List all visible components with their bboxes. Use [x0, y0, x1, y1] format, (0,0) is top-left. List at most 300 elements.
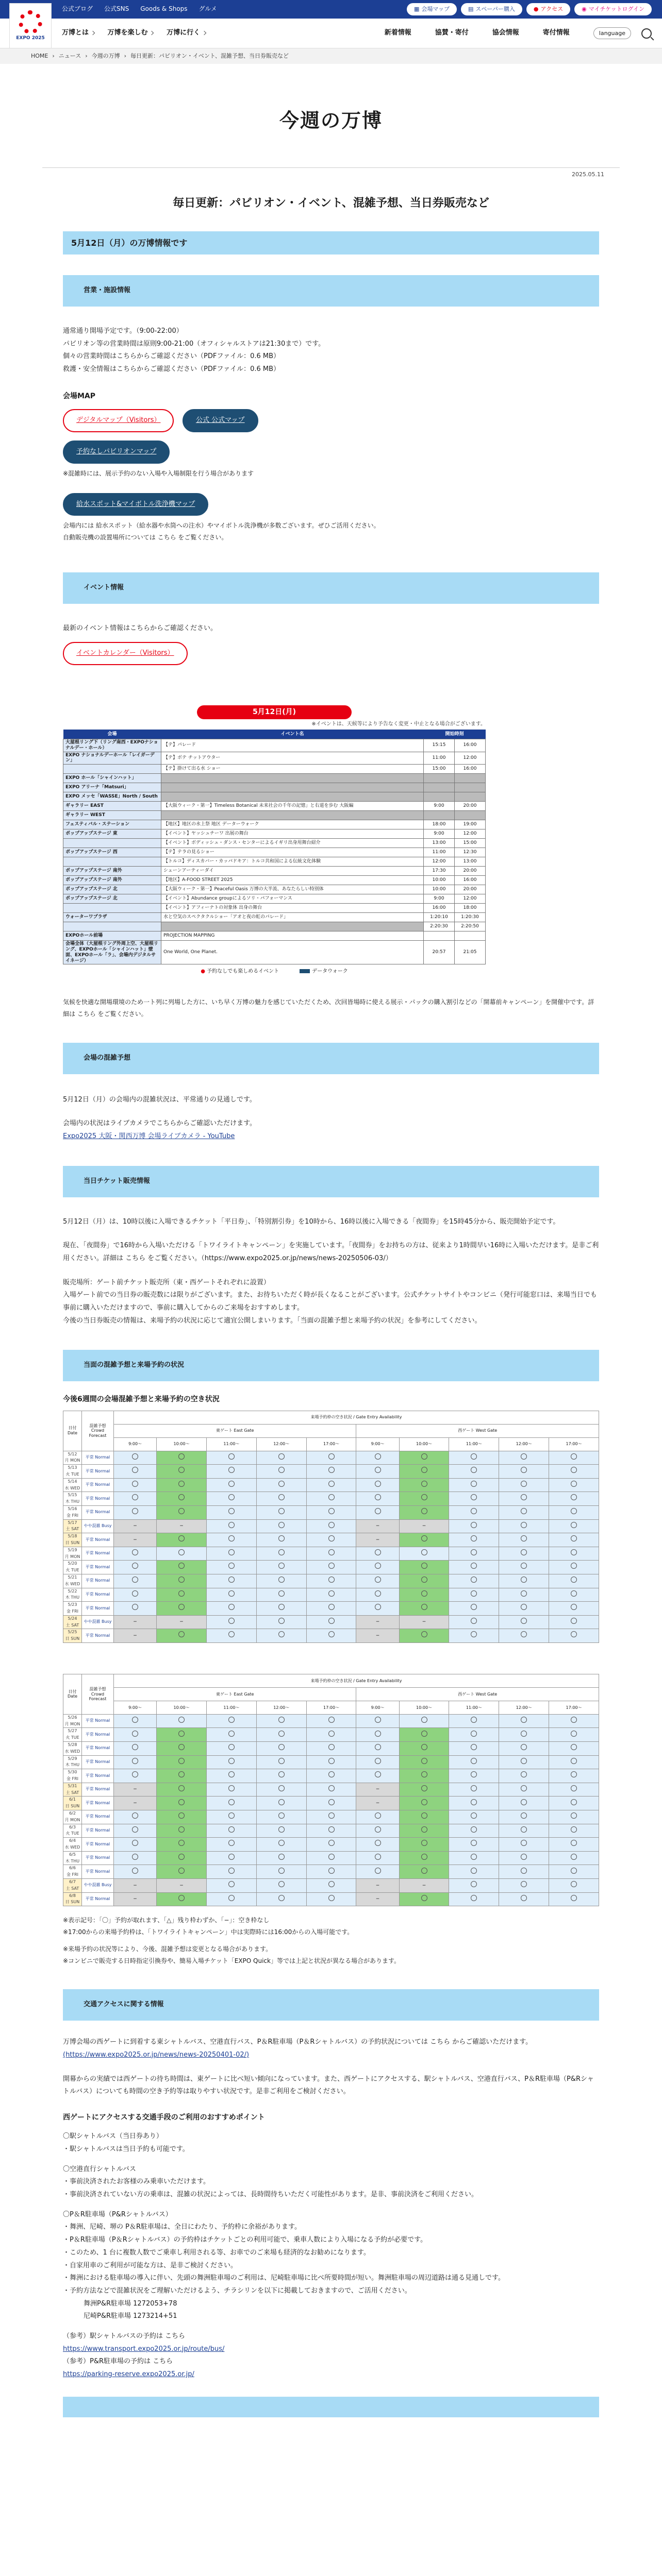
slot-cell[interactable]: [449, 1629, 499, 1643]
slot-cell[interactable]: [499, 1519, 549, 1533]
slot-cell[interactable]: [549, 1629, 599, 1643]
language-select[interactable]: language: [593, 27, 631, 40]
slot-cell[interactable]: [206, 1451, 256, 1465]
slot-cell[interactable]: −: [399, 1519, 449, 1533]
slot-cell[interactable]: [114, 1714, 157, 1728]
slot-cell[interactable]: [206, 1728, 256, 1742]
slot-cell[interactable]: [499, 1728, 549, 1742]
slot-cell[interactable]: [157, 1533, 207, 1547]
slot-cell[interactable]: [356, 1561, 399, 1574]
slot-cell[interactable]: [256, 1478, 306, 1492]
slot-cell[interactable]: [399, 1824, 449, 1838]
slot-cell[interactable]: [499, 1492, 549, 1506]
slot-cell[interactable]: [399, 1588, 449, 1602]
slot-cell[interactable]: −: [114, 1797, 157, 1810]
slot-cell[interactable]: [449, 1824, 499, 1838]
slot-cell[interactable]: [499, 1451, 549, 1465]
slot-cell[interactable]: [206, 1505, 256, 1519]
slot-cell[interactable]: [256, 1451, 306, 1465]
slot-cell[interactable]: [399, 1492, 449, 1506]
slot-cell[interactable]: [206, 1533, 256, 1547]
slot-cell[interactable]: [399, 1892, 449, 1906]
slot-cell[interactable]: [256, 1629, 306, 1643]
slot-cell[interactable]: [157, 1892, 207, 1906]
slot-cell[interactable]: −: [356, 1797, 399, 1810]
slot-cell[interactable]: [306, 1533, 356, 1547]
slot-cell[interactable]: [549, 1465, 599, 1479]
slot-cell[interactable]: [549, 1769, 599, 1783]
slot-cell[interactable]: [356, 1769, 399, 1783]
slot-cell[interactable]: [549, 1574, 599, 1588]
slot-cell[interactable]: [449, 1478, 499, 1492]
slot-cell[interactable]: [499, 1615, 549, 1629]
livecam-link[interactable]: Expo2025 大阪・関西万博 会場ライブカメラ - YouTube: [63, 1132, 235, 1141]
slot-cell[interactable]: [306, 1851, 356, 1865]
slot-cell[interactable]: [306, 1892, 356, 1906]
slot-cell[interactable]: [356, 1451, 399, 1465]
slot-cell[interactable]: [399, 1547, 449, 1561]
slot-cell[interactable]: [256, 1728, 306, 1742]
slot-cell[interactable]: [256, 1769, 306, 1783]
slot-cell[interactable]: [114, 1742, 157, 1756]
slot-cell[interactable]: [499, 1783, 549, 1797]
slot-cell[interactable]: [399, 1755, 449, 1769]
slot-cell[interactable]: [499, 1561, 549, 1574]
slot-cell[interactable]: [449, 1451, 499, 1465]
water-map-button[interactable]: 給水スポット&マイボトル洗浄機マップ: [63, 493, 208, 516]
slot-cell[interactable]: [356, 1547, 399, 1561]
slot-cell[interactable]: [114, 1755, 157, 1769]
slot-cell[interactable]: [256, 1465, 306, 1479]
top-link-sns[interactable]: 公式SNS: [104, 5, 129, 13]
slot-cell[interactable]: −: [399, 1615, 449, 1629]
pill-purchase[interactable]: ▤ スペーパー購入: [461, 3, 522, 15]
slot-cell[interactable]: [206, 1547, 256, 1561]
top-link-gourmet[interactable]: グルメ: [198, 5, 217, 13]
slot-cell[interactable]: [157, 1602, 207, 1616]
slot-cell[interactable]: [306, 1838, 356, 1852]
slot-cell[interactable]: [399, 1714, 449, 1728]
slot-cell[interactable]: [399, 1865, 449, 1879]
breadcrumb-home[interactable]: HOME: [31, 53, 48, 60]
traffic-link-1[interactable]: (https://www.expo2025.or.jp/news/news-20250401-02/): [63, 2050, 250, 2059]
slot-cell[interactable]: [306, 1742, 356, 1756]
slot-cell[interactable]: [549, 1810, 599, 1824]
slot-cell[interactable]: [256, 1838, 306, 1852]
slot-cell[interactable]: [157, 1769, 207, 1783]
slot-cell[interactable]: [114, 1602, 157, 1616]
slot-cell[interactable]: [499, 1478, 549, 1492]
slot-cell[interactable]: [114, 1769, 157, 1783]
slot-cell[interactable]: [356, 1714, 399, 1728]
slot-cell[interactable]: [306, 1547, 356, 1561]
expo-logo[interactable]: [9, 3, 52, 48]
slot-cell[interactable]: [499, 1838, 549, 1852]
slot-cell[interactable]: −: [356, 1783, 399, 1797]
slot-cell[interactable]: [449, 1879, 499, 1893]
slot-cell[interactable]: [306, 1588, 356, 1602]
slot-cell[interactable]: [206, 1492, 256, 1506]
slot-cell[interactable]: [449, 1714, 499, 1728]
no-reserve-map-button[interactable]: 予約なしパビリオンマップ: [63, 440, 170, 464]
slot-cell[interactable]: [549, 1838, 599, 1852]
slot-cell[interactable]: [206, 1519, 256, 1533]
tickets-p2[interactable]: 現在、「夜間券」で16時から入場いただける「トワイライトキャンペーン」を実施しています。「夜間券」をお持ちの方は、従来より1時間早い16時に入場いただけます。是非ご利用ください。詳細は こちら をご覧ください。（https://www.expo2025.or.jp/news/news-20250506-03/）: [63, 1242, 599, 1262]
slot-cell[interactable]: [499, 1574, 549, 1588]
slot-cell[interactable]: −: [157, 1879, 207, 1893]
slot-cell[interactable]: [206, 1797, 256, 1810]
slot-cell[interactable]: [449, 1851, 499, 1865]
slot-cell[interactable]: [549, 1714, 599, 1728]
slot-cell[interactable]: [256, 1865, 306, 1879]
top-link-goods[interactable]: Goods & Shops: [140, 5, 188, 13]
slot-cell[interactable]: [449, 1574, 499, 1588]
slot-cell[interactable]: [206, 1574, 256, 1588]
slot-cell[interactable]: [356, 1492, 399, 1506]
slot-cell[interactable]: [256, 1714, 306, 1728]
slot-cell[interactable]: [499, 1547, 549, 1561]
slot-cell[interactable]: [256, 1879, 306, 1893]
slot-cell[interactable]: [549, 1451, 599, 1465]
slot-cell[interactable]: [114, 1451, 157, 1465]
slot-cell[interactable]: [399, 1629, 449, 1643]
slot-cell[interactable]: [549, 1588, 599, 1602]
slot-cell[interactable]: [206, 1588, 256, 1602]
slot-cell[interactable]: [206, 1602, 256, 1616]
slot-cell[interactable]: −: [399, 1879, 449, 1893]
slot-cell[interactable]: [157, 1478, 207, 1492]
slot-cell[interactable]: [399, 1574, 449, 1588]
slot-cell[interactable]: [399, 1478, 449, 1492]
slot-cell[interactable]: [449, 1602, 499, 1616]
slot-cell[interactable]: [356, 1602, 399, 1616]
slot-cell[interactable]: [114, 1561, 157, 1574]
nav-about[interactable]: 万博とは: [62, 28, 94, 39]
slot-cell[interactable]: [549, 1797, 599, 1810]
slot-cell[interactable]: [114, 1588, 157, 1602]
traffic-p1[interactable]: 万博会場の西ゲートに到着する東シャトルバス、空港直行バス、P＆R駐車場（P＆Rシャトルバス）の予約状況については こちら からご確認いただけます。: [63, 2038, 533, 2046]
nav-association[interactable]: 協会情報: [492, 29, 519, 37]
slot-cell[interactable]: [114, 1838, 157, 1852]
slot-cell[interactable]: [206, 1742, 256, 1756]
slot-cell[interactable]: [499, 1533, 549, 1547]
slot-cell[interactable]: [356, 1728, 399, 1742]
slot-cell[interactable]: [306, 1728, 356, 1742]
slot-cell[interactable]: [449, 1892, 499, 1906]
slot-cell[interactable]: [449, 1547, 499, 1561]
slot-cell[interactable]: [499, 1755, 549, 1769]
slot-cell[interactable]: [256, 1505, 306, 1519]
slot-cell[interactable]: [114, 1465, 157, 1479]
slot-cell[interactable]: [449, 1769, 499, 1783]
slot-cell[interactable]: −: [356, 1519, 399, 1533]
slot-cell[interactable]: [206, 1755, 256, 1769]
slot-cell[interactable]: [449, 1533, 499, 1547]
slot-cell[interactable]: [256, 1492, 306, 1506]
ref-shuttle-link[interactable]: https://www.transport.expo2025.or.jp/route/bus/: [63, 2345, 225, 2353]
slot-cell[interactable]: [549, 1561, 599, 1574]
slot-cell[interactable]: [157, 1465, 207, 1479]
slot-cell[interactable]: [549, 1478, 599, 1492]
slot-cell[interactable]: [157, 1783, 207, 1797]
slot-cell[interactable]: [449, 1810, 499, 1824]
official-map-button[interactable]: 公式 公式マップ: [183, 409, 258, 432]
slot-cell[interactable]: [449, 1755, 499, 1769]
slot-cell[interactable]: [306, 1714, 356, 1728]
slot-cell[interactable]: [549, 1615, 599, 1629]
search-icon[interactable]: [641, 28, 652, 39]
slot-cell[interactable]: −: [356, 1629, 399, 1643]
slot-cell[interactable]: [356, 1824, 399, 1838]
slot-cell[interactable]: [399, 1602, 449, 1616]
campaign-note[interactable]: 気候を快適な開場環境のため一ト列に列場した方に、いち早く万博の魅力を感じていただくため、次回皆場時に使える展示・パックの購入割引などの「開幕前キャンペーン」を開催中です。詳細は こちら をご覧ください。: [63, 998, 594, 1018]
slot-cell[interactable]: [399, 1742, 449, 1756]
slot-cell[interactable]: [306, 1602, 356, 1616]
nav-news[interactable]: 新着情報: [384, 29, 411, 37]
slot-cell[interactable]: [206, 1810, 256, 1824]
top-link-blog[interactable]: 公式ブログ: [62, 5, 93, 13]
slot-cell[interactable]: [356, 1574, 399, 1588]
slot-cell[interactable]: [306, 1783, 356, 1797]
nav-enjoy[interactable]: 万博を楽しむ: [108, 28, 154, 39]
slot-cell[interactable]: [306, 1810, 356, 1824]
pill-my-ticket[interactable]: ◉ マイチケットログイン: [574, 3, 652, 15]
slot-cell[interactable]: [449, 1742, 499, 1756]
slot-cell[interactable]: −: [114, 1892, 157, 1906]
slot-cell[interactable]: [114, 1574, 157, 1588]
slot-cell[interactable]: [549, 1892, 599, 1906]
slot-cell[interactable]: [206, 1838, 256, 1852]
slot-cell[interactable]: −: [356, 1892, 399, 1906]
slot-cell[interactable]: [157, 1742, 207, 1756]
slot-cell[interactable]: [449, 1728, 499, 1742]
ref-parking-link[interactable]: https://parking-reserve.expo2025.or.jp/: [63, 2370, 194, 2379]
slot-cell[interactable]: [256, 1797, 306, 1810]
slot-cell[interactable]: [449, 1519, 499, 1533]
slot-cell[interactable]: [256, 1519, 306, 1533]
slot-cell[interactable]: [399, 1783, 449, 1797]
slot-cell[interactable]: [306, 1769, 356, 1783]
slot-cell[interactable]: [549, 1851, 599, 1865]
breadcrumb-news[interactable]: ニュース: [58, 53, 81, 60]
slot-cell[interactable]: [157, 1505, 207, 1519]
slot-cell[interactable]: [399, 1851, 449, 1865]
slot-cell[interactable]: [114, 1810, 157, 1824]
slot-cell[interactable]: [206, 1769, 256, 1783]
nav-sponsor[interactable]: 協賛・寄付: [435, 29, 469, 37]
slot-cell[interactable]: [256, 1547, 306, 1561]
slot-cell[interactable]: [549, 1533, 599, 1547]
slot-cell[interactable]: [499, 1714, 549, 1728]
slot-cell[interactable]: −: [114, 1879, 157, 1893]
slot-cell[interactable]: [306, 1478, 356, 1492]
slot-cell[interactable]: [256, 1533, 306, 1547]
slot-cell[interactable]: [157, 1492, 207, 1506]
slot-cell[interactable]: [306, 1615, 356, 1629]
slot-cell[interactable]: [114, 1865, 157, 1879]
slot-cell[interactable]: [206, 1629, 256, 1643]
slot-cell[interactable]: [157, 1851, 207, 1865]
slot-cell[interactable]: −: [114, 1519, 157, 1533]
slot-cell[interactable]: [499, 1742, 549, 1756]
slot-cell[interactable]: [499, 1892, 549, 1906]
slot-cell[interactable]: [256, 1892, 306, 1906]
slot-cell[interactable]: [356, 1505, 399, 1519]
event-calendar-button[interactable]: イベントカレンダー（Visitors）: [63, 642, 188, 665]
slot-cell[interactable]: [356, 1865, 399, 1879]
slot-cell[interactable]: [206, 1465, 256, 1479]
slot-cell[interactable]: [499, 1824, 549, 1838]
slot-cell[interactable]: [399, 1769, 449, 1783]
slot-cell[interactable]: [549, 1728, 599, 1742]
slot-cell[interactable]: [399, 1451, 449, 1465]
slot-cell[interactable]: [157, 1865, 207, 1879]
slot-cell[interactable]: [549, 1547, 599, 1561]
slot-cell[interactable]: [157, 1728, 207, 1742]
ref-shuttle[interactable]: （参考）駅シャトルバスの予約は こちら: [63, 2332, 185, 2340]
slot-cell[interactable]: [114, 1851, 157, 1865]
slot-cell[interactable]: [206, 1783, 256, 1797]
slot-cell[interactable]: [449, 1865, 499, 1879]
slot-cell[interactable]: [549, 1742, 599, 1756]
slot-cell[interactable]: [114, 1478, 157, 1492]
slot-cell[interactable]: [306, 1465, 356, 1479]
slot-cell[interactable]: [499, 1505, 549, 1519]
slot-cell[interactable]: [449, 1465, 499, 1479]
slot-cell[interactable]: [306, 1505, 356, 1519]
slot-cell[interactable]: [256, 1851, 306, 1865]
slot-cell[interactable]: [499, 1851, 549, 1865]
slot-cell[interactable]: [306, 1797, 356, 1810]
slot-cell[interactable]: [256, 1588, 306, 1602]
slot-cell[interactable]: [449, 1588, 499, 1602]
slot-cell[interactable]: [114, 1824, 157, 1838]
slot-cell[interactable]: [157, 1714, 207, 1728]
slot-cell[interactable]: [549, 1492, 599, 1506]
slot-cell[interactable]: [114, 1492, 157, 1506]
slot-cell[interactable]: [499, 1629, 549, 1643]
slot-cell[interactable]: [499, 1865, 549, 1879]
slot-cell[interactable]: [449, 1783, 499, 1797]
slot-cell[interactable]: [449, 1505, 499, 1519]
nav-visit[interactable]: 万博に行く: [167, 28, 206, 39]
slot-cell[interactable]: [206, 1851, 256, 1865]
slot-cell[interactable]: [206, 1615, 256, 1629]
slot-cell[interactable]: [306, 1492, 356, 1506]
slot-cell[interactable]: [399, 1533, 449, 1547]
slot-cell[interactable]: [306, 1629, 356, 1643]
slot-cell[interactable]: [157, 1797, 207, 1810]
slot-cell[interactable]: [399, 1838, 449, 1852]
slot-cell[interactable]: [499, 1769, 549, 1783]
slot-cell[interactable]: [549, 1879, 599, 1893]
slot-cell[interactable]: [206, 1865, 256, 1879]
slot-cell[interactable]: [256, 1783, 306, 1797]
slot-cell[interactable]: [499, 1465, 549, 1479]
slot-cell[interactable]: [256, 1742, 306, 1756]
slot-cell[interactable]: [549, 1824, 599, 1838]
slot-cell[interactable]: [306, 1879, 356, 1893]
slot-cell[interactable]: [206, 1478, 256, 1492]
slot-cell[interactable]: [256, 1810, 306, 1824]
slot-cell[interactable]: [399, 1797, 449, 1810]
slot-cell[interactable]: [157, 1561, 207, 1574]
slot-cell[interactable]: [449, 1492, 499, 1506]
slot-cell[interactable]: [356, 1588, 399, 1602]
slot-cell[interactable]: [306, 1824, 356, 1838]
slot-cell[interactable]: [157, 1629, 207, 1643]
slot-cell[interactable]: [499, 1797, 549, 1810]
slot-cell[interactable]: −: [157, 1615, 207, 1629]
slot-cell[interactable]: [206, 1561, 256, 1574]
breadcrumb-weekly[interactable]: 今週の万博: [91, 53, 120, 60]
digital-map-button[interactable]: デジタルマップ（Visitors）: [63, 409, 174, 432]
slot-cell[interactable]: [356, 1478, 399, 1492]
nav-donation[interactable]: 寄付情報: [542, 29, 570, 37]
slot-cell[interactable]: [306, 1755, 356, 1769]
slot-cell[interactable]: −: [114, 1533, 157, 1547]
slot-cell[interactable]: [157, 1588, 207, 1602]
slot-cell[interactable]: [499, 1810, 549, 1824]
slot-cell[interactable]: [306, 1519, 356, 1533]
slot-cell[interactable]: [114, 1547, 157, 1561]
slot-cell[interactable]: [356, 1755, 399, 1769]
slot-cell[interactable]: [256, 1561, 306, 1574]
slot-cell[interactable]: [399, 1810, 449, 1824]
slot-cell[interactable]: [114, 1728, 157, 1742]
slot-cell[interactable]: [499, 1588, 549, 1602]
slot-cell[interactable]: [206, 1824, 256, 1838]
slot-cell[interactable]: [449, 1561, 499, 1574]
vending-note[interactable]: 自動販売機の設置場所については こちら をご覧ください。: [63, 534, 228, 541]
slot-cell[interactable]: [449, 1797, 499, 1810]
slot-cell[interactable]: [356, 1810, 399, 1824]
slot-cell[interactable]: [157, 1547, 207, 1561]
slot-cell[interactable]: [256, 1602, 306, 1616]
slot-cell[interactable]: [449, 1615, 499, 1629]
slot-cell[interactable]: [306, 1574, 356, 1588]
slot-cell[interactable]: [356, 1838, 399, 1852]
slot-cell[interactable]: [256, 1824, 306, 1838]
pill-access[interactable]: ● アクセス: [526, 3, 570, 15]
slot-cell[interactable]: [356, 1851, 399, 1865]
slot-cell[interactable]: [306, 1451, 356, 1465]
slot-cell[interactable]: [306, 1561, 356, 1574]
slot-cell[interactable]: [399, 1561, 449, 1574]
slot-cell[interactable]: −: [356, 1615, 399, 1629]
slot-cell[interactable]: [157, 1755, 207, 1769]
slot-cell[interactable]: [549, 1519, 599, 1533]
slot-cell[interactable]: [399, 1465, 449, 1479]
slot-cell[interactable]: [549, 1865, 599, 1879]
slot-cell[interactable]: [157, 1824, 207, 1838]
slot-cell[interactable]: −: [356, 1879, 399, 1893]
slot-cell[interactable]: [256, 1615, 306, 1629]
slot-cell[interactable]: [256, 1574, 306, 1588]
slot-cell[interactable]: −: [356, 1533, 399, 1547]
slot-cell[interactable]: −: [114, 1629, 157, 1643]
slot-cell[interactable]: [399, 1505, 449, 1519]
slot-cell[interactable]: [549, 1602, 599, 1616]
slot-cell[interactable]: [499, 1602, 549, 1616]
slot-cell[interactable]: [206, 1892, 256, 1906]
slot-cell[interactable]: [256, 1755, 306, 1769]
slot-cell[interactable]: −: [114, 1615, 157, 1629]
slot-cell[interactable]: [499, 1879, 549, 1893]
slot-cell[interactable]: [206, 1879, 256, 1893]
slot-cell[interactable]: [356, 1465, 399, 1479]
slot-cell[interactable]: [449, 1838, 499, 1852]
